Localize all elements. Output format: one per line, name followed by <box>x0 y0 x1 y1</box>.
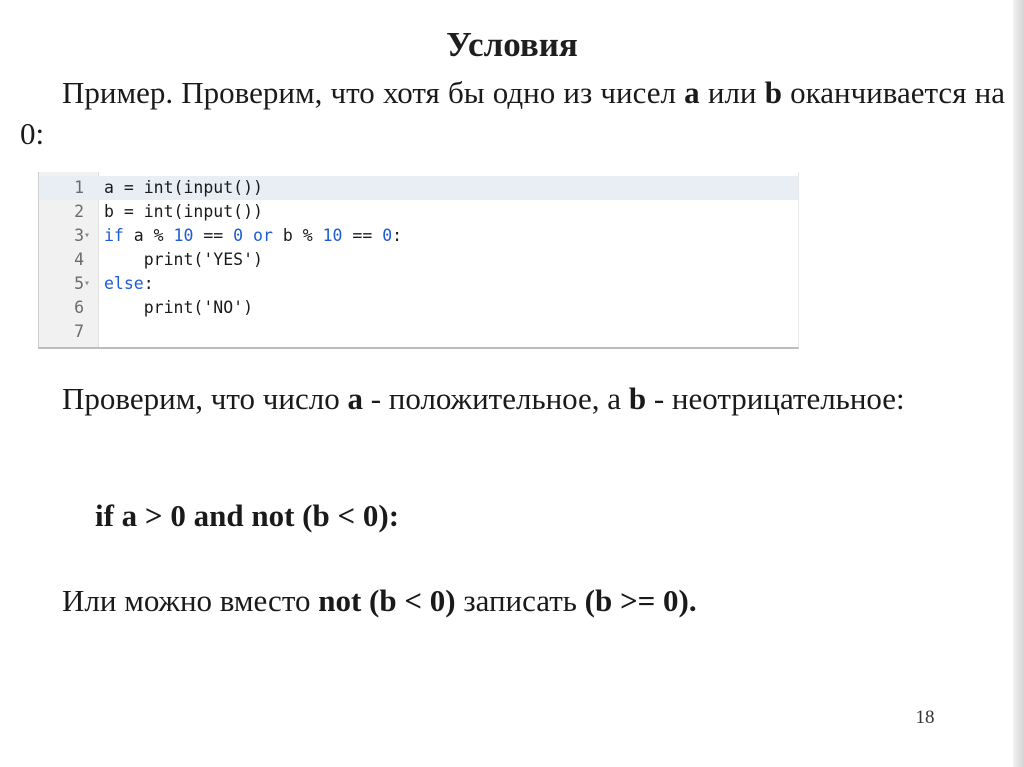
slide-title: Условия <box>446 25 578 64</box>
fold-arrow-icon[interactable]: ▾ <box>84 278 91 289</box>
slide-edge-shadow <box>1013 0 1024 767</box>
page-number: 18 <box>915 707 935 728</box>
fold-arrow-icon[interactable]: ▾ <box>84 230 91 241</box>
check-paragraph <box>62 378 982 419</box>
code-text: print('NO') <box>104 298 254 317</box>
text-run: - положительное, а <box>362 381 629 416</box>
line-number: 3 <box>74 226 84 245</box>
var-a: a <box>347 381 363 416</box>
code-text: a = int(input()) <box>104 178 263 197</box>
line-number: 5 <box>74 274 84 293</box>
text-run: Пример. Проверим, что хотя бы одно из чисел <box>62 75 685 110</box>
line-number: 7 <box>74 322 84 341</box>
expression: not (b < 0) <box>318 583 456 618</box>
alternative-paragraph <box>62 580 697 621</box>
code-text <box>104 224 402 248</box>
code-token: == <box>193 226 234 245</box>
code-editor-screenshot <box>38 172 799 349</box>
code-token: b % <box>272 226 323 245</box>
code-line <box>39 272 798 296</box>
keyword: if <box>104 226 124 245</box>
text-run: или <box>699 75 765 110</box>
var-b: b <box>764 75 782 110</box>
code-token: a % <box>123 226 174 245</box>
code-line <box>39 296 798 320</box>
code-line <box>39 176 798 200</box>
number-literal: 10 <box>322 226 343 245</box>
code-text <box>104 272 154 296</box>
keyword: or <box>253 226 273 245</box>
number-literal: 0 <box>382 226 393 245</box>
code-token: == <box>342 226 383 245</box>
code-line <box>39 224 798 248</box>
text-run: Или можно вместо <box>62 583 319 618</box>
line-number: 6 <box>74 298 84 317</box>
text-run: записать <box>455 583 585 618</box>
text-run: - неотрицательное: <box>646 381 905 416</box>
number-literal: 0 <box>233 226 244 245</box>
var-b: b <box>628 381 647 416</box>
example-paragraph <box>20 72 1005 154</box>
code-text: b = int(input()) <box>104 202 263 221</box>
condition-example: if a > 0 and not (b < 0): <box>95 498 400 533</box>
line-number: 1 <box>74 178 84 197</box>
var-a: a <box>684 75 700 110</box>
code-token <box>243 226 253 245</box>
code-line <box>39 200 798 224</box>
code-text: print('YES') <box>104 250 263 269</box>
keyword: else <box>104 274 144 293</box>
expression: (b >= 0). <box>584 583 697 618</box>
text-run: Проверим, что число <box>62 381 348 416</box>
code-line <box>39 320 798 344</box>
line-number: 4 <box>74 250 84 269</box>
text-run: оканчивается на 0: <box>20 75 1005 151</box>
code-line <box>39 248 798 272</box>
line-number: 2 <box>74 202 84 221</box>
code-token: : <box>392 226 403 245</box>
code-token: : <box>143 274 154 293</box>
number-literal: 10 <box>173 226 194 245</box>
